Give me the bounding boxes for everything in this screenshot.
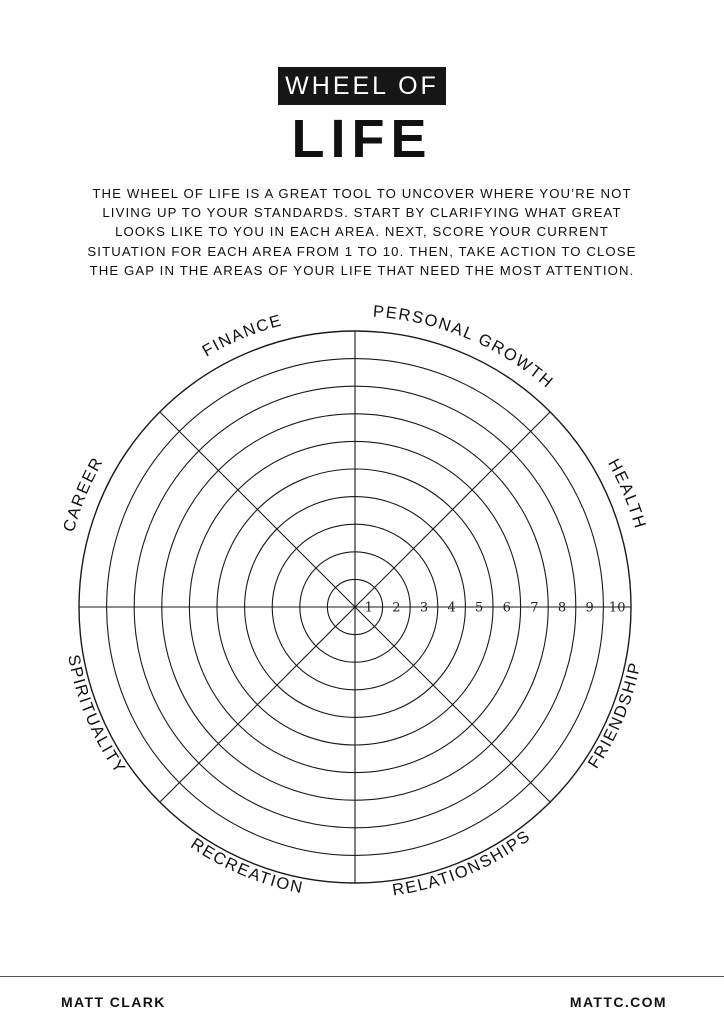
scale-number: 2 bbox=[392, 600, 401, 616]
area-label: FINANCE bbox=[199, 311, 285, 361]
scale-number: 6 bbox=[502, 600, 511, 616]
wheel-spokes bbox=[79, 331, 631, 883]
area-label: FRIENDSHIP bbox=[584, 659, 645, 772]
area-label: RECREATION bbox=[187, 834, 306, 898]
area-label: PERSONAL GROWTH bbox=[372, 302, 558, 393]
area-label: CAREER bbox=[60, 453, 107, 534]
area-label: SPIRITUALITY bbox=[64, 653, 130, 778]
scale-number: 1 bbox=[364, 600, 373, 616]
scale-number: 7 bbox=[530, 600, 539, 616]
intro-line: LOOKS LIKE TO YOU IN EACH AREA. NEXT, SCORE YOUR CURRENT bbox=[115, 224, 609, 240]
area-label: RELATIONSHIPS bbox=[391, 826, 535, 900]
scale-number: 10 bbox=[608, 600, 626, 616]
score-scale bbox=[365, 601, 626, 616]
footer-author: MATT CLARK bbox=[61, 994, 166, 1010]
scale-number: 3 bbox=[419, 600, 429, 616]
title-top: WHEEL OF bbox=[285, 71, 439, 100]
intro-line: SITUATION FOR EACH AREA FROM 1 TO 10. THEN, TAKE ACTION TO CLOSE bbox=[87, 243, 637, 259]
footer-website[interactable]: MATTC.COM bbox=[569, 994, 667, 1010]
footer-divider bbox=[0, 976, 724, 977]
intro-line: LIVING UP TO YOUR STANDARDS. START BY CLARIFYING WHAT GREAT bbox=[102, 205, 622, 221]
intro-line: THE GAP IN THE AREAS OF YOUR LIFE THAT NEED THE MOST ATTENTION. bbox=[89, 262, 635, 278]
scale-number: 5 bbox=[475, 600, 484, 616]
intro-line: THE WHEEL OF LIFE IS A GREAT TOOL TO UNCOVER WHERE YOU’RE NOT bbox=[92, 186, 632, 201]
scale-number: 8 bbox=[557, 600, 567, 616]
area-label: HEALTH bbox=[604, 455, 650, 532]
page-title: LIFE bbox=[291, 109, 433, 169]
scale-number: 9 bbox=[585, 600, 594, 616]
scale-number: 4 bbox=[447, 600, 456, 616]
